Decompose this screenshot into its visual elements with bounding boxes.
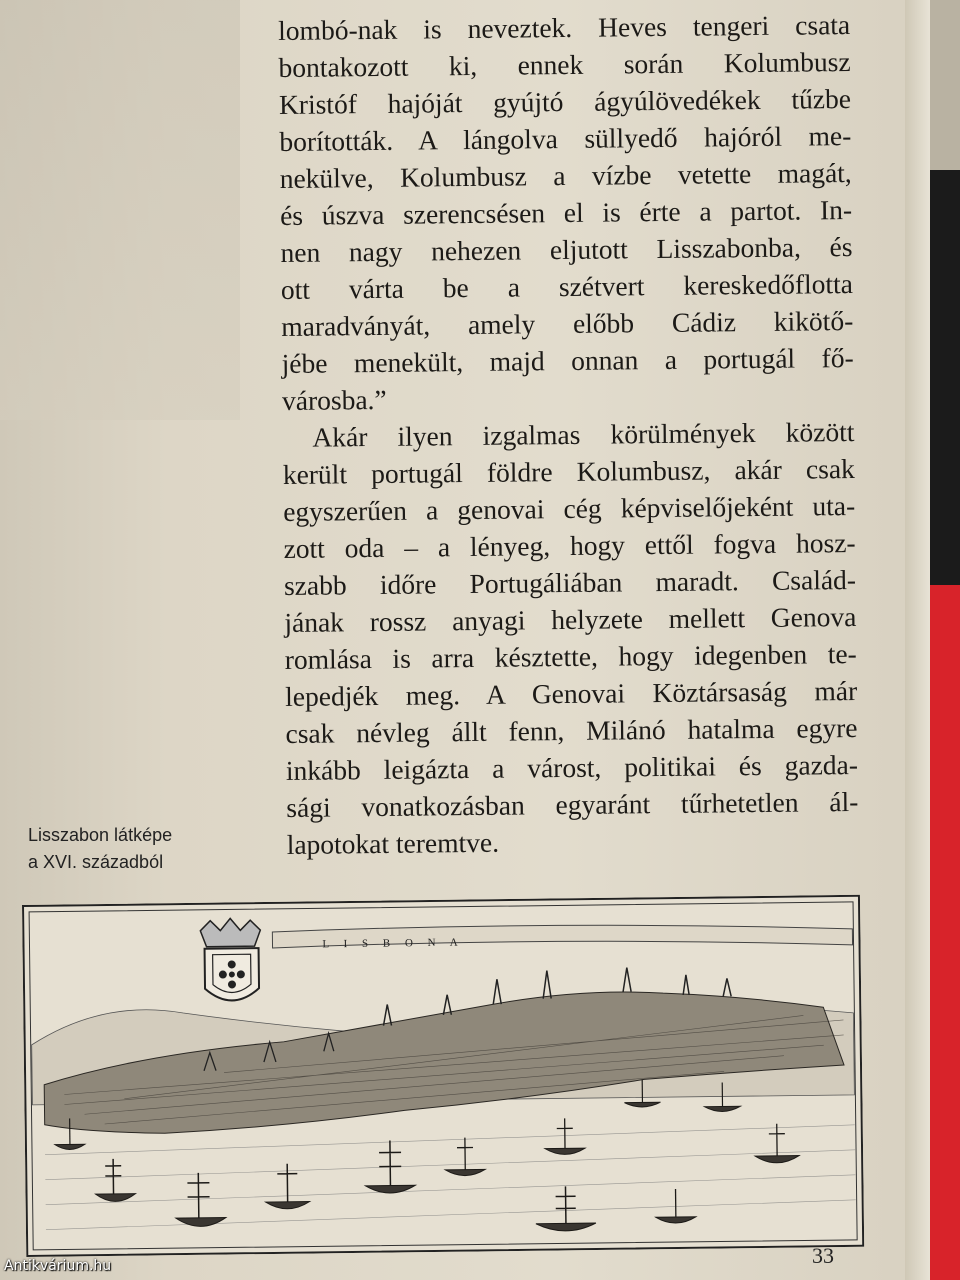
coat-of-arms-icon <box>200 918 261 1001</box>
caption-line-1: Lisszabon látképe <box>28 825 173 845</box>
text-line: lepedjék meg. A Genovai Köztársaság már <box>285 674 858 712</box>
banner-text: L I S B O N A <box>322 936 464 951</box>
text-line: szabb időre Portugáliában maradt. Család- <box>283 563 857 601</box>
paragraph-1 <box>278 6 854 419</box>
text-line: lombó-nak is neveztek. Heves tengeri csata <box>278 9 851 46</box>
text-line: városba.” <box>281 383 387 416</box>
body-text <box>278 6 859 863</box>
page-tab-red <box>930 585 960 1280</box>
text-line: és úszva szerencsésen el is érte a partot. In- <box>279 193 853 231</box>
text-line: ott várta be a szétvert kereskedőflotta <box>280 267 854 305</box>
text-line: inkább leigázta a várost, politikai és gazda- <box>285 748 859 786</box>
page-tab-top <box>930 0 960 170</box>
page-edge <box>905 0 930 1280</box>
text-line: jébe menekült, majd onnan a portugál fő- <box>281 341 854 379</box>
page-number: 33 <box>812 1243 834 1268</box>
text-line: Akár ilyen izgalmas körülmények között <box>312 415 855 453</box>
text-line: nekülve, Kolumbusz a vízbe vetette magát, <box>279 157 852 194</box>
text-line: romlása is arra késztette, hogy idegenben te- <box>284 637 857 675</box>
text-line: sági vonatkozásban egyaránt tűrhetetlen ál- <box>286 785 859 823</box>
text-line: jának rossz anyagi helyzete mellett Genova <box>284 600 857 638</box>
text-line: bontakozott ki, ennek során Kolumbusz <box>278 46 851 83</box>
text-line: nen nagy nehezen eljutott Lisszabonba, és <box>280 230 853 268</box>
paragraph-2 <box>282 413 859 863</box>
page-tab-black <box>930 170 960 585</box>
facing-page-bleed <box>0 0 240 420</box>
caption-line-2: a XVI. századból <box>28 852 164 872</box>
illustration-caption <box>28 822 228 876</box>
text-line: lapotokat teremtve. <box>286 826 500 860</box>
text-line: Kristóf hajóját gyújtó ágyúlövedékek tűzbe <box>278 83 852 120</box>
text-line: zott oda – a lényeg, hogy ettől fogva hosz- <box>283 526 856 564</box>
text-line: egyszerűen a genovai cég képviselőjeként uta- <box>283 489 856 527</box>
text-line: csak névleg állt fenn, Milánó hatalma egyre <box>285 711 858 749</box>
watermark: Antikvárium.hu <box>4 1258 112 1274</box>
text-line: borították. A lángolva süllyedő hajóról me- <box>279 120 852 157</box>
text-line: maradványát, amely előbb Cádiz kikötő- <box>281 304 854 342</box>
text-line: került portugál földre Kolumbusz, akár csak <box>282 452 855 490</box>
lisbon-engraving <box>22 895 864 1257</box>
